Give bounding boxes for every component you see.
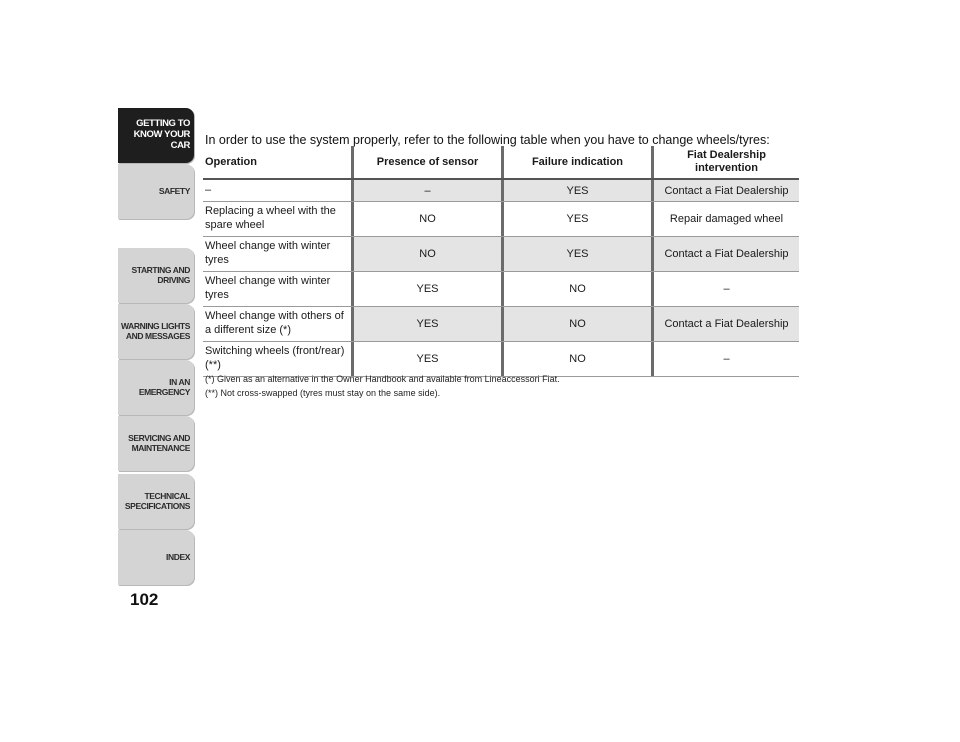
tab-technical-specifications[interactable]: [118, 474, 194, 529]
table-row: [203, 237, 799, 272]
wheel-change-table: [203, 146, 799, 377]
cell-presence-of-sensor: NO: [351, 202, 501, 236]
cell-operation: Switching wheels (front/rear)(**): [205, 345, 345, 371]
table-row: [203, 272, 799, 307]
tab-label: GETTING TO KNOW YOUR CAR: [133, 118, 190, 151]
cell-failure-indication: YES: [501, 202, 651, 236]
header-failure-indication: Failure indication: [501, 146, 651, 178]
tab-warning-lights[interactable]: [118, 304, 194, 359]
tab-in-an-emergency[interactable]: [118, 360, 194, 415]
cell-presence-of-sensor: YES: [351, 342, 501, 376]
cell-failure-indication: NO: [501, 272, 651, 306]
cell-failure-indication: NO: [501, 342, 651, 376]
table-header-row: [203, 146, 799, 180]
header-dealership-intervention: Fiat Dealership intervention: [651, 146, 799, 178]
footnote-2: (**) Not cross-swapped (tyres must stay on the same side).: [205, 388, 441, 398]
cell-dealership-intervention: –: [651, 272, 799, 306]
cell-operation: Replacing a wheel with the spare wheel: [205, 205, 336, 231]
tab-getting-to-know-your-car[interactable]: [118, 108, 194, 163]
cell-presence-of-sensor: YES: [351, 307, 501, 341]
page-number: 102: [130, 590, 159, 609]
intro-text: In order to use the system properly, refer to the following table when you have to change wheels/tyres:: [205, 133, 770, 147]
cell-presence-of-sensor: YES: [351, 272, 501, 306]
tab-safety[interactable]: [118, 164, 194, 219]
tab-label: WARNING LIGHTS AND MESSAGES: [120, 320, 190, 341]
table-row: [203, 202, 799, 237]
tab-label: INDEX: [166, 551, 190, 562]
cell-dealership-intervention: Repair damaged wheel: [651, 202, 799, 236]
cell-dealership-intervention: Contact a Fiat Dealership: [651, 180, 799, 201]
cell-operation: Wheel change with winter tyres: [205, 275, 331, 301]
cell-presence-of-sensor: –: [351, 180, 501, 201]
footnotes: [205, 372, 560, 400]
table-row: [203, 307, 799, 342]
cell-failure-indication: YES: [501, 180, 651, 201]
tab-label: SAFETY: [158, 185, 190, 196]
cell-dealership-intervention: –: [651, 342, 799, 376]
tab-label: TECHNICAL SPECIFICATIONS: [124, 490, 190, 511]
cell-operation: Wheel change with winter tyres: [205, 240, 331, 266]
cell-failure-indication: YES: [501, 237, 651, 271]
footnote-1: (*) Given as an alternative in the Owner Handbook and available from Lineaccessori Fiat.: [205, 374, 560, 384]
tab-label: STARTING AND DRIVING: [131, 264, 190, 285]
table-row: [203, 180, 799, 202]
cell-operation: Wheel change with others of a different size (*): [205, 310, 344, 336]
tab-label: IN AN EMERGENCY: [138, 376, 190, 397]
cell-failure-indication: NO: [501, 307, 651, 341]
cell-operation: –: [205, 183, 212, 196]
cell-dealership-intervention: Contact a Fiat Dealership: [651, 237, 799, 271]
cell-presence-of-sensor: NO: [351, 237, 501, 271]
header-operation: Operation: [205, 155, 257, 168]
tab-starting-and-driving[interactable]: [118, 248, 194, 303]
tab-label: SERVICING AND MAINTENANCE: [128, 432, 190, 453]
header-presence-of-sensor: Presence of sensor: [351, 146, 501, 178]
tab-servicing-and-maintenance[interactable]: [118, 416, 194, 471]
cell-dealership-intervention: Contact a Fiat Dealership: [651, 307, 799, 341]
tab-index[interactable]: [118, 530, 194, 585]
